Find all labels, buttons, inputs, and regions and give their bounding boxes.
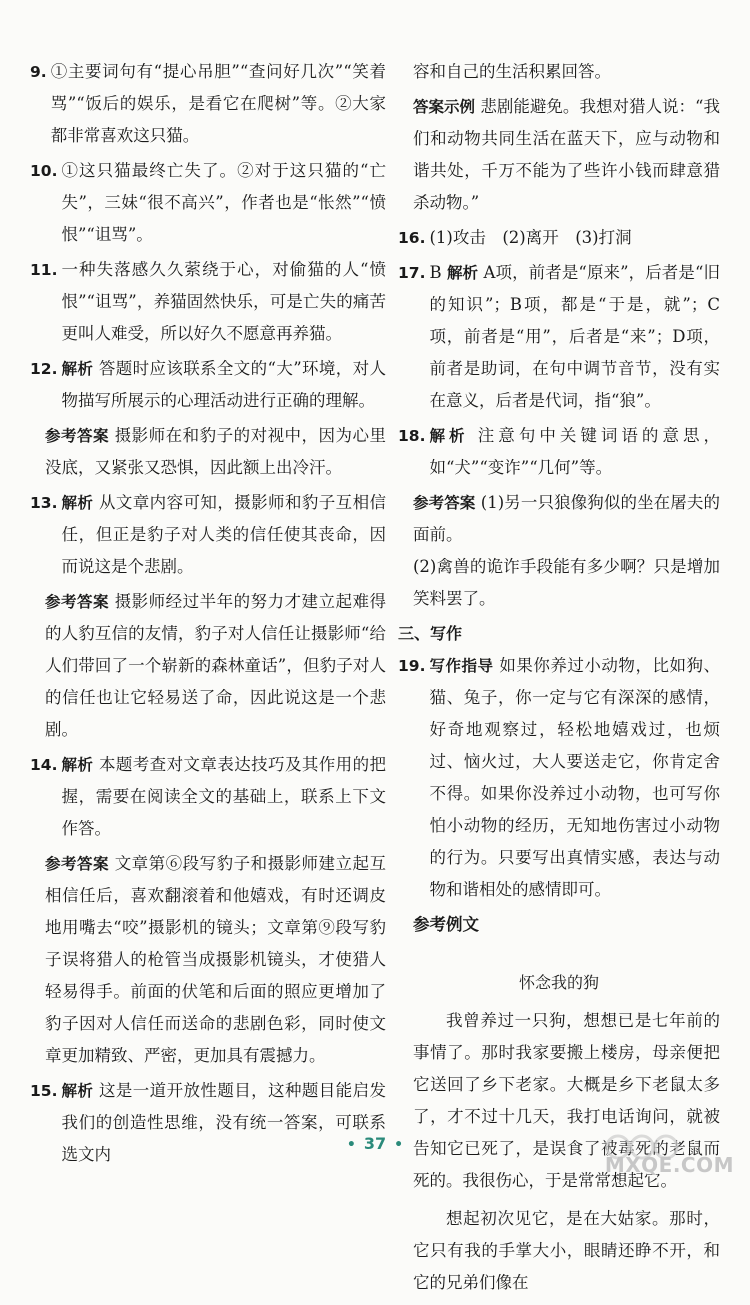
reference-answer-text: 摄影师在和豹子的对视中，因为心里没底，又紧张又恐惧，因此额上出冷汗。	[45, 426, 386, 477]
reference-answer-label: 参考答案	[45, 593, 109, 611]
q15-continuation: 容和自己的生活积累回答。	[413, 62, 611, 81]
reference-answer-text: (1)另一只狼像狗似的坐在屠夫的面前。	[413, 493, 720, 544]
question-number: 12.	[30, 360, 58, 378]
answer-text: ①主要词句有“提心吊胆”“查问好几次”“笑着骂”“饭后的娱乐，是看它在爬树”等。②大家都非常喜欢这只猫。	[50, 62, 386, 145]
watermark-text: MXQE.COM	[604, 1153, 734, 1177]
reference-answer	[30, 848, 386, 1072]
question-16	[398, 222, 720, 254]
analysis-text: A项，前者是“原来”，后者是“旧的知识”；B项，都是“于是，就”；C项，前者是“用”，后者是“来”；D项，前者是助词，在句中调节音节，没有实在意义，后者是代词，指“狼”。	[429, 263, 721, 410]
answer-text: 答题时应该联系全文的“大”环境，对人物描写所展示的心理活动进行正确的理解。	[61, 359, 386, 410]
q15-answer-example	[398, 91, 720, 219]
analysis-label: 解析	[61, 756, 94, 774]
answer-example-label: 答案示例	[413, 98, 476, 116]
question-item	[30, 353, 386, 417]
question-number: 18.	[398, 427, 426, 445]
reference-answer-text: 文章第⑥段写豹子和摄影师建立起互相信任后，喜欢翻滚着和他嬉戏，有时还调皮地用嘴去“咬”摄影机的镜头；文章第⑨段写豹子误将猎人的枪管当成摄影机镜头，才使猎人轻易得手。前面的伏笔和后面的照应更增加了豹子因对人信任而送命的悲剧色彩，同时使文章更加精致、严密，更加具有震撼力。	[45, 854, 386, 1065]
reference-answer	[30, 420, 386, 484]
question-17	[398, 257, 720, 417]
reference-answer-text: 摄影师经过半年的努力才建立起难得的人豹互信的友情，豹子对人信任让摄影师“给人们带回了一个崭新的森林童话”，但豹子对人的信任也让它轻易送了命，因此说这是一个悲剧。	[45, 592, 386, 739]
reference-answer-label: 参考答案	[45, 427, 109, 445]
question-number: 16.	[398, 229, 426, 247]
question-number: 15.	[30, 1082, 58, 1100]
writing-guide-label: 写作指导	[429, 657, 494, 675]
q18-reference-answer	[398, 487, 720, 551]
page-dot-right: •	[394, 1137, 404, 1153]
answer-text: 本题考查对文章表达技巧及其作用的把握，需要在阅读全文的基础上，联系上下文作答。	[61, 755, 386, 838]
page-dot-left: •	[346, 1137, 356, 1153]
essay-paragraph: 我曾养过一只狗，想想已是七年前的事情了。那时我家要搬上楼房，母亲便把它送回了乡下老家。大概是乡下老鼠太多了，才不过十几天，我打电话询问，就被告知它已死了，是误食了被毒死的老鼠而死的。我很伤心，于是常常想起它。	[413, 1011, 720, 1190]
answer-example-text: 悲剧能避免。我想对猎人说：“我们和动物共同生活在蓝天下，应与动物和谐共处，千万不能为了些许小钱而肆意猎杀动物。”	[413, 97, 720, 212]
analysis-label: 解析	[61, 360, 94, 378]
question-item	[30, 487, 386, 583]
reference-answer-label: 参考答案	[45, 855, 109, 873]
answer-text: 这是一道开放性题目，这种题目能启发我们的创造性思维，没有统一答案，可联系选文内	[61, 1081, 386, 1164]
example-essay-label: 参考例文	[413, 915, 479, 934]
question-item	[30, 749, 386, 845]
answer-text: (1)攻击 (2)离开 (3)打洞	[429, 228, 632, 247]
question-number: 17.	[398, 264, 426, 282]
question-number: 11.	[30, 261, 58, 279]
writing-guide-text: 如果你养过小动物，比如狗、猫、兔子，你一定与它有深深的感情，好奇地观察过，轻松地嬉戏过，也烦过、恼火过，大人要送走它，你肯定舍不得。如果你没养过小动物，也可写你怕小动物的经历，无知地伤害过小动物的行为。只要写出真情实感，表达与动物和谐相处的感情即可。	[429, 656, 720, 899]
reference-answer-label: 参考答案	[413, 494, 476, 512]
analysis-text: 注意句中关键词语的意思，如“犬”“变诈”“几何”等。	[429, 426, 720, 477]
page-number-value: 37	[363, 1134, 387, 1153]
essay-paragraph: 想起初次见它，是在大姑家。那时，它只有我的手掌大小，眼睛还睁不开，和它的兄弟们像在	[413, 1209, 720, 1292]
analysis-label: 解析	[446, 264, 479, 282]
answer-text: 从文章内容可知，摄影师和豹子互相信任，但正是豹子对人类的信任使其丧命，因而说这是个悲剧。	[61, 493, 386, 576]
question-item	[30, 56, 386, 152]
question-item	[30, 254, 386, 350]
question-number: 14.	[30, 756, 58, 774]
section-heading: 三、写作	[398, 624, 463, 643]
question-item	[30, 1075, 386, 1171]
question-number: 13.	[30, 494, 58, 512]
question-number: 10.	[30, 162, 58, 180]
question-19	[398, 650, 720, 906]
answer-choice: B	[429, 263, 442, 282]
essay-title: 怀念我的狗	[518, 973, 599, 992]
analysis-label: 解析	[61, 494, 94, 512]
left-column	[30, 56, 386, 1174]
analysis-label: 解析	[61, 1082, 94, 1100]
analysis-label: 解析	[429, 427, 469, 445]
reference-answer	[30, 586, 386, 746]
answer-text: 一种失落感久久萦绕于心，对偷猫的人“愤恨”“诅骂”，养猫固然快乐，可是亡失的痛苦更叫人难受，所以好久不愿意再养猫。	[61, 260, 386, 343]
answer-text: ①这只猫最终亡失了。②对于这只猫的“亡失”，三妹“很不高兴”，作者也是“怅然”“愤恨”“诅骂”。	[61, 161, 386, 244]
question-number: 19.	[398, 657, 426, 675]
question-18	[398, 420, 720, 484]
q18-reference-answer-2: (2)禽兽的诡诈手段能有多少啊？只是增加笑料罢了。	[413, 557, 720, 608]
question-item	[30, 155, 386, 251]
question-number: 9.	[30, 63, 47, 81]
right-column	[398, 56, 720, 1305]
